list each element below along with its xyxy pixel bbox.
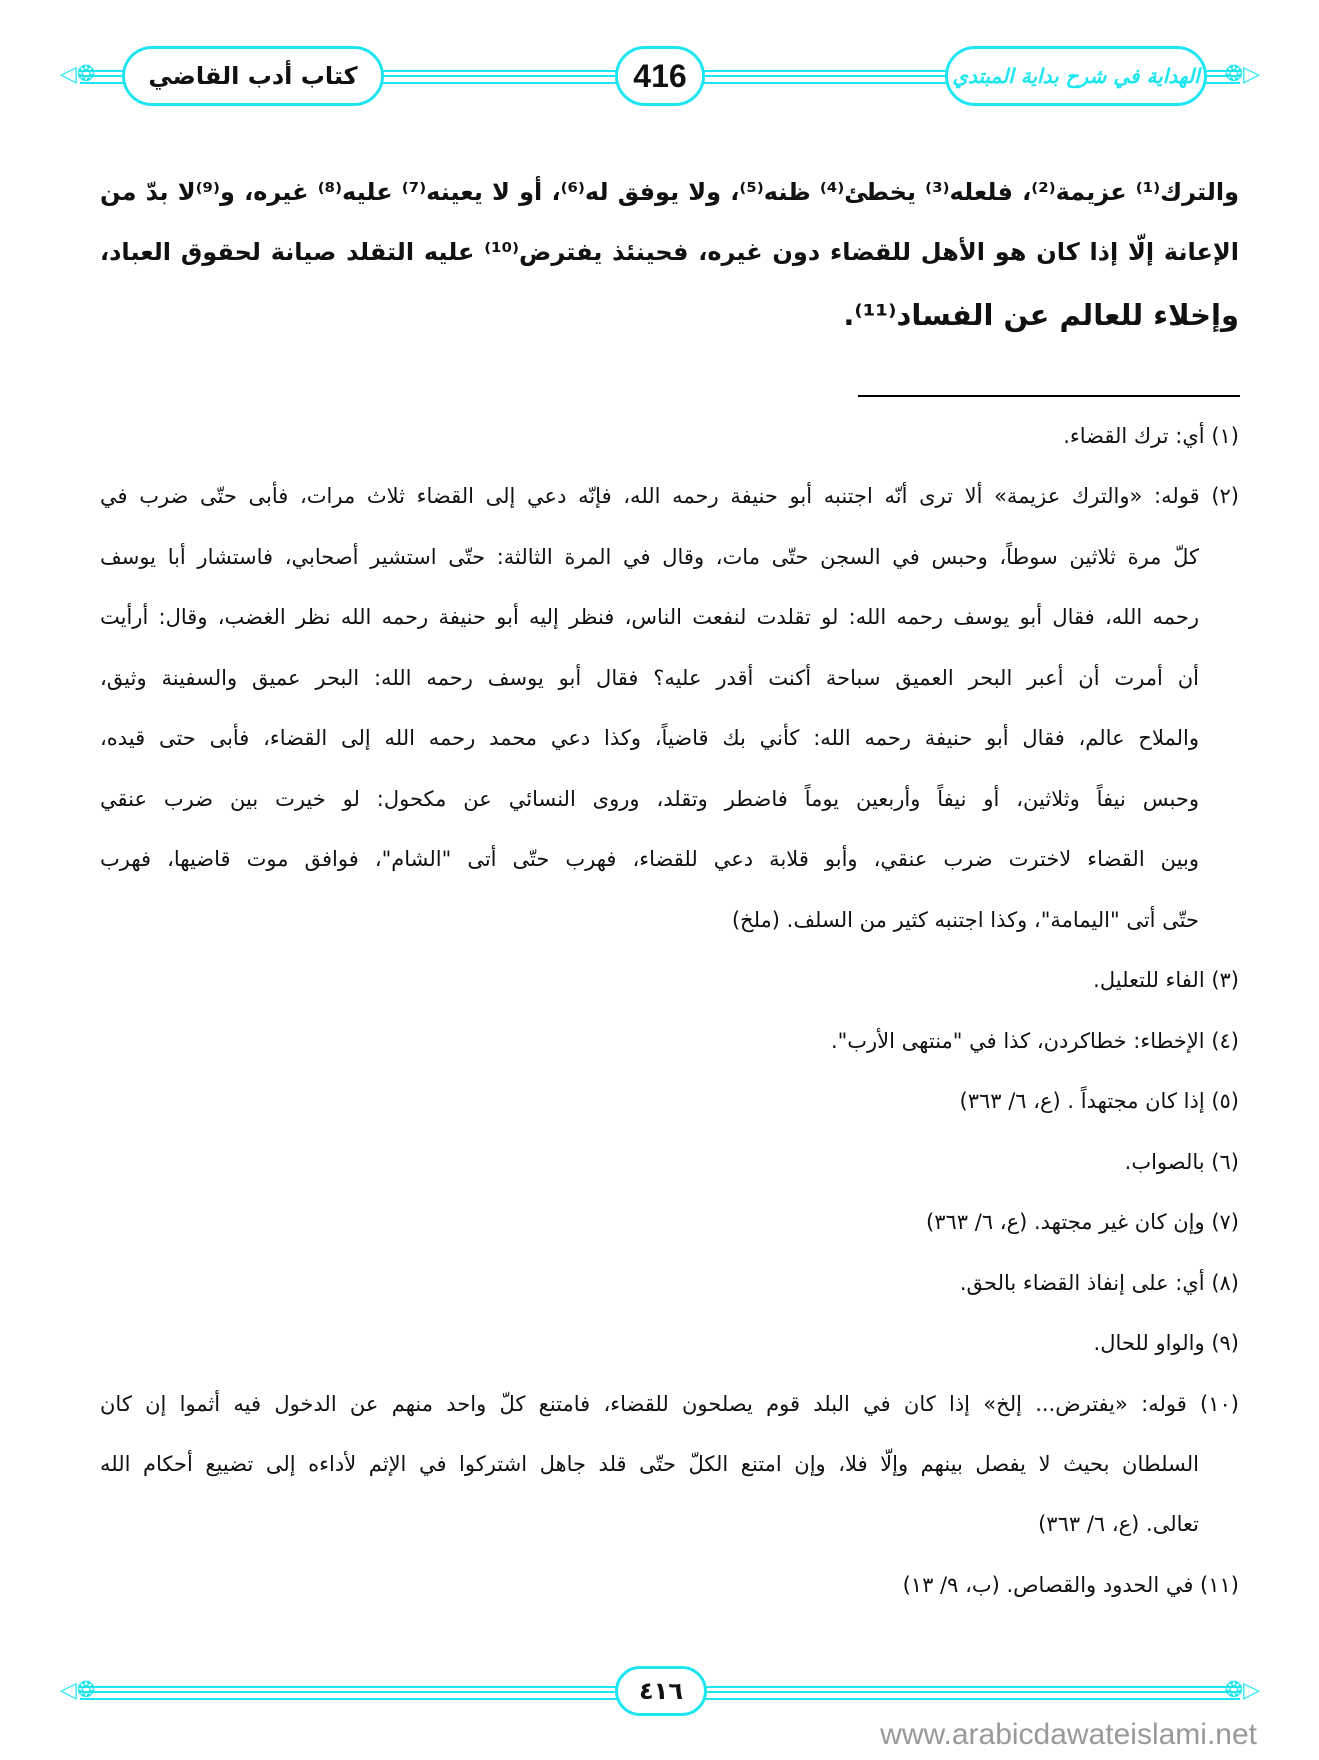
footnote-2-line: (٢) قوله: «والترك عزيمة» ألا ترى أنّه اجتنبه أبو حنيفة رحمه الله، فإنّه دعي إلى القضاء ثلاث مرات، فأبى حتّى ضرب في	[100, 484, 1239, 508]
page-number: 416	[633, 57, 687, 94]
book-title: كتاب أدب القاضي	[148, 62, 358, 90]
footnote-2-line: وحبس نيفاً وثلاثين، أو نيفاً وأربعين يوماً فاضطر وتقلد، وروى النسائي عن مكحول: لو خيرت بين ضرب عنقي	[100, 787, 1199, 811]
footnote-9: (٩) والواو للحال.	[1093, 1331, 1239, 1355]
ornament-icon: ◁❂	[60, 1678, 96, 1703]
footnote-2-line: كلّ مرة ثلاثين سوطاً، وحبس في السجن حتّى مات، وقال في المرة الثالثة: حتّى استشير أصحابي، فاستشار أبا يوسف	[100, 545, 1199, 569]
ornament-icon: ◁❂	[60, 62, 96, 87]
footnote-4: (٤) الإخطاء: خطاكردن، كذا في "منتهى الأرب".	[830, 1029, 1239, 1053]
main-text-line: وإخلاء للعالم عن الفساد⁽¹¹⁾.	[843, 298, 1239, 332]
book-title-badge	[122, 46, 384, 106]
main-text-line: والترك⁽¹⁾ عزيمة⁽²⁾، فلعله⁽³⁾ يخطئ⁽⁴⁾ ظنه⁽⁵⁾، ولا يوفق له⁽⁶⁾، أو لا يعينه⁽⁷⁾ عليه⁽⁸⁾ غيره، و⁽⁹⁾لا بدّ من	[100, 178, 1240, 206]
footnote-11: (١١) في الحدود والقصاص. (ب، ٩/ ١٣)	[902, 1573, 1239, 1597]
footnote-2-line: وبين القضاء لاخترت ضرب عنقي، وأبو قلابة دعي للقضاء، فهرب حتّى أتى "الشام"، فوافق موت قاضيها، فهرب	[100, 847, 1199, 871]
ornament-icon: ❂▷	[1224, 62, 1260, 87]
ornament-icon: ❂▷	[1224, 1678, 1260, 1703]
main-text-line: الإعانة إلّا إذا كان هو الأهل للقضاء دون غيره، فحينئذ يفترض⁽¹⁰⁾ عليه التقلد صيانة لحقوق العباد،	[100, 238, 1239, 266]
footnote-3: (٣) الفاء للتعليل.	[1093, 968, 1239, 992]
page-header	[60, 44, 1260, 108]
footnote-2-line: والملاح عالم، فقال أبو حنيفة رحمه الله: كأني بك قاضياً، وكذا دعي محمد رحمه الله إلى القضاء، فأبى حتى قيده،	[100, 726, 1199, 750]
footnote-7: (٧) وإن كان غير مجتهد. (ع، ٦/ ٣٦٣)	[926, 1210, 1239, 1234]
page-footer	[60, 1666, 1260, 1718]
watermark: www.arabicdawateislami.net	[880, 1718, 1257, 1751]
series-title-badge	[945, 46, 1207, 106]
footnote-10-line: تعالى. (ع، ٦/ ٣٦٣)	[1038, 1512, 1199, 1536]
footnote-2-line: حتّى أتى "اليمامة"، وكذا اجتنبه كثير من السلف. (ملخ)	[731, 908, 1199, 932]
series-title-logo: الهداية في شرح بداية المبتدي	[952, 64, 1200, 88]
page-number-badge	[615, 46, 705, 106]
footnote-8: (٨) أي: على إنفاذ القضاء بالحق.	[959, 1271, 1239, 1295]
footnote-1: (١) أي: ترك القضاء.	[1063, 424, 1239, 448]
footer-page-number-badge	[615, 1666, 707, 1716]
footnote-10-line: (١٠) قوله: «يفترض... إلخ» إذا كان في البلد قوم يصلحون للقضاء، فامتنع كلّ واحد منهم عن الدخول فيه أثموا إن كان	[100, 1392, 1239, 1416]
footnote-6: (٦) بالصواب.	[1124, 1150, 1239, 1174]
footer-page-number: ٤١٦	[639, 1677, 683, 1705]
footnote-10-line: السلطان بحيث لا يفصل بينهم وإلّا فلا، وإن امتنع الكلّ حتّى قلد جاهل اشتركوا في الإثم لأداءه إلى تضييع أحكام الله	[100, 1452, 1199, 1476]
footnote-separator	[858, 395, 1240, 397]
footnote-2-line: أن أمرت أن أعبر البحر العميق سباحة أكنت أقدر عليه؟ فقال أبو يوسف رحمه الله: البحر عميق والسفينة وثيق،	[100, 666, 1199, 690]
footnote-5: (٥) إذا كان مجتهداً . (ع، ٦/ ٣٦٣)	[959, 1089, 1239, 1113]
footnote-2-line: رحمه الله، فقال أبو يوسف رحمه الله: لو تقلدت لنفعت الناس، فنظر إليه أبو حنيفة رحمه الله نظر الغضب، وقال: أرأيت	[100, 605, 1199, 629]
